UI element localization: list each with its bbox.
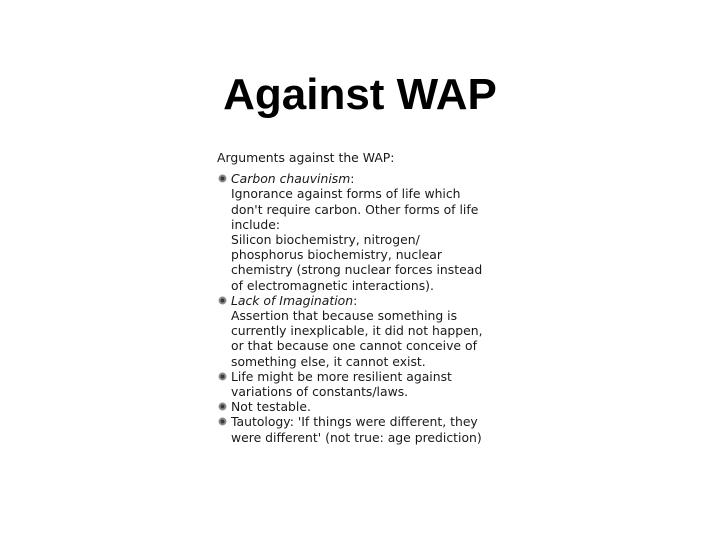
list-item-carbon-chauvinism bbox=[217, 171, 492, 293]
bullet-line: Silicon biochemistry, nitrogen/ bbox=[231, 232, 420, 248]
list-item-resilient-life bbox=[217, 369, 492, 399]
argument-list bbox=[217, 171, 492, 445]
bullet-icon bbox=[218, 174, 227, 183]
bullet-heading-suffix: : bbox=[350, 171, 355, 187]
bullet-heading: Carbon chauvinism bbox=[231, 171, 351, 187]
bullet-icon bbox=[218, 417, 227, 426]
bullet-line: currently inexplicable, it did not happen, bbox=[231, 323, 483, 339]
bullet-line: Life might be more resilient against bbox=[231, 368, 452, 384]
intro-text: Arguments against the WAP: bbox=[217, 150, 395, 165]
list-item-not-testable bbox=[217, 399, 492, 414]
bullet-line: of electromagnetic interactions). bbox=[231, 277, 434, 293]
bullet-line: don't require carbon. Other forms of life bbox=[231, 201, 479, 217]
list-item-tautology bbox=[217, 414, 492, 444]
bullet-line: Assertion that because something is bbox=[231, 308, 458, 324]
bullet-line: phosphorus biochemistry, nuclear bbox=[231, 247, 442, 263]
bullet-line: include: bbox=[231, 216, 281, 232]
bullet-line: variations of constants/laws. bbox=[231, 384, 409, 400]
bullet-heading-line bbox=[231, 171, 492, 186]
bullet-line: chemistry (strong nuclear forces instead bbox=[231, 262, 483, 278]
bullet-line: or that because one cannot conceive of bbox=[231, 338, 477, 354]
bullet-line: Tautology: 'If things were different, they bbox=[231, 414, 478, 430]
bullet-line: were different' (not true: age prediction) bbox=[231, 429, 482, 445]
slide-title: Against WAP bbox=[223, 70, 497, 120]
bullet-heading: Lack of Imagination bbox=[231, 292, 354, 308]
bullet-icon bbox=[218, 296, 227, 305]
bullet-icon bbox=[218, 402, 227, 411]
bullet-line: Ignorance against forms of life which bbox=[231, 186, 461, 202]
bullet-heading-suffix: : bbox=[353, 292, 358, 308]
list-item-lack-of-imagination bbox=[217, 293, 492, 369]
bullet-icon bbox=[218, 372, 227, 381]
bullet-line: something else, it cannot exist. bbox=[231, 353, 426, 369]
bullet-heading-line bbox=[231, 293, 492, 308]
bullet-line: Not testable. bbox=[231, 399, 311, 415]
slide-body bbox=[217, 150, 492, 445]
